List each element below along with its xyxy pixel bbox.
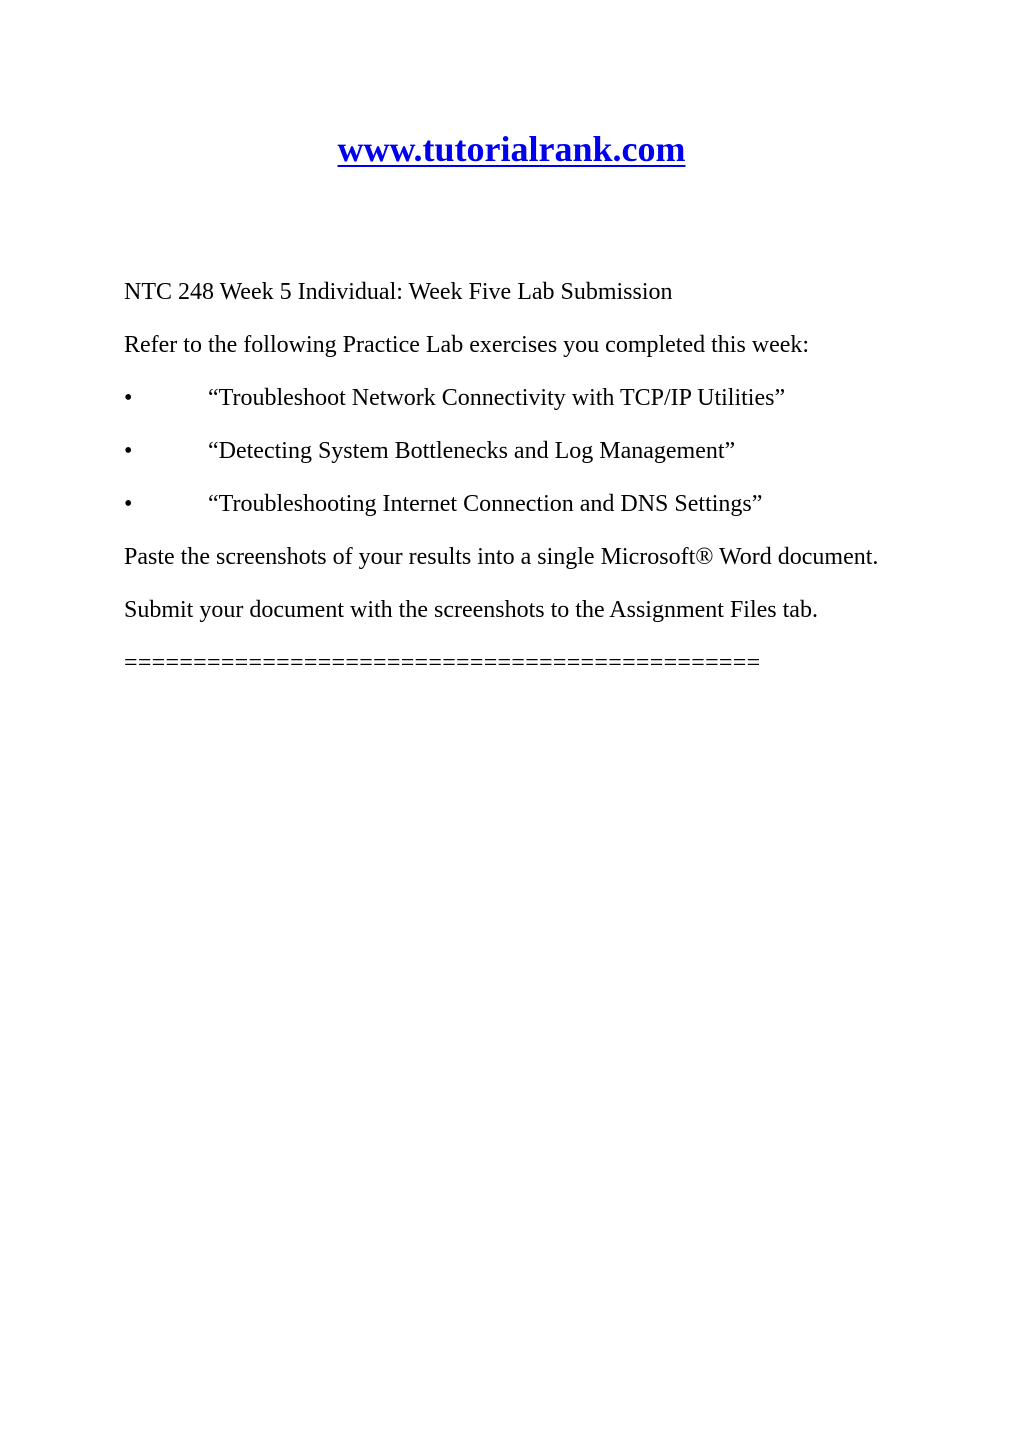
bullet-icon: • bbox=[124, 438, 133, 464]
list-item bbox=[124, 486, 894, 522]
header bbox=[0, 126, 1023, 172]
list-item bbox=[124, 380, 894, 416]
list-item bbox=[124, 433, 894, 469]
list-item-text: “Troubleshoot Network Connectivity with TCP/IP Utilities” bbox=[208, 385, 786, 411]
bullet-icon: • bbox=[124, 491, 133, 517]
bullet-icon: • bbox=[124, 385, 133, 411]
submit-instruction: Submit your document with the screenshots to the Assignment Files tab. bbox=[124, 597, 818, 623]
site-link[interactable]: www.tutorialrank.com bbox=[337, 129, 686, 169]
document-title: NTC 248 Week 5 Individual: Week Five Lab Submission bbox=[124, 279, 673, 305]
list-item-text: “Troubleshooting Internet Connection and DNS Settings” bbox=[208, 491, 763, 517]
intro-paragraph: Refer to the following Practice Lab exercises you completed this week: bbox=[124, 332, 810, 358]
document-body bbox=[124, 274, 894, 681]
paste-instruction: Paste the screenshots of your results into a single Microsoft® Word document. bbox=[124, 544, 879, 570]
separator-line: ============================================== bbox=[124, 650, 761, 676]
list-item-text: “Detecting System Bottlenecks and Log Management” bbox=[208, 438, 736, 464]
